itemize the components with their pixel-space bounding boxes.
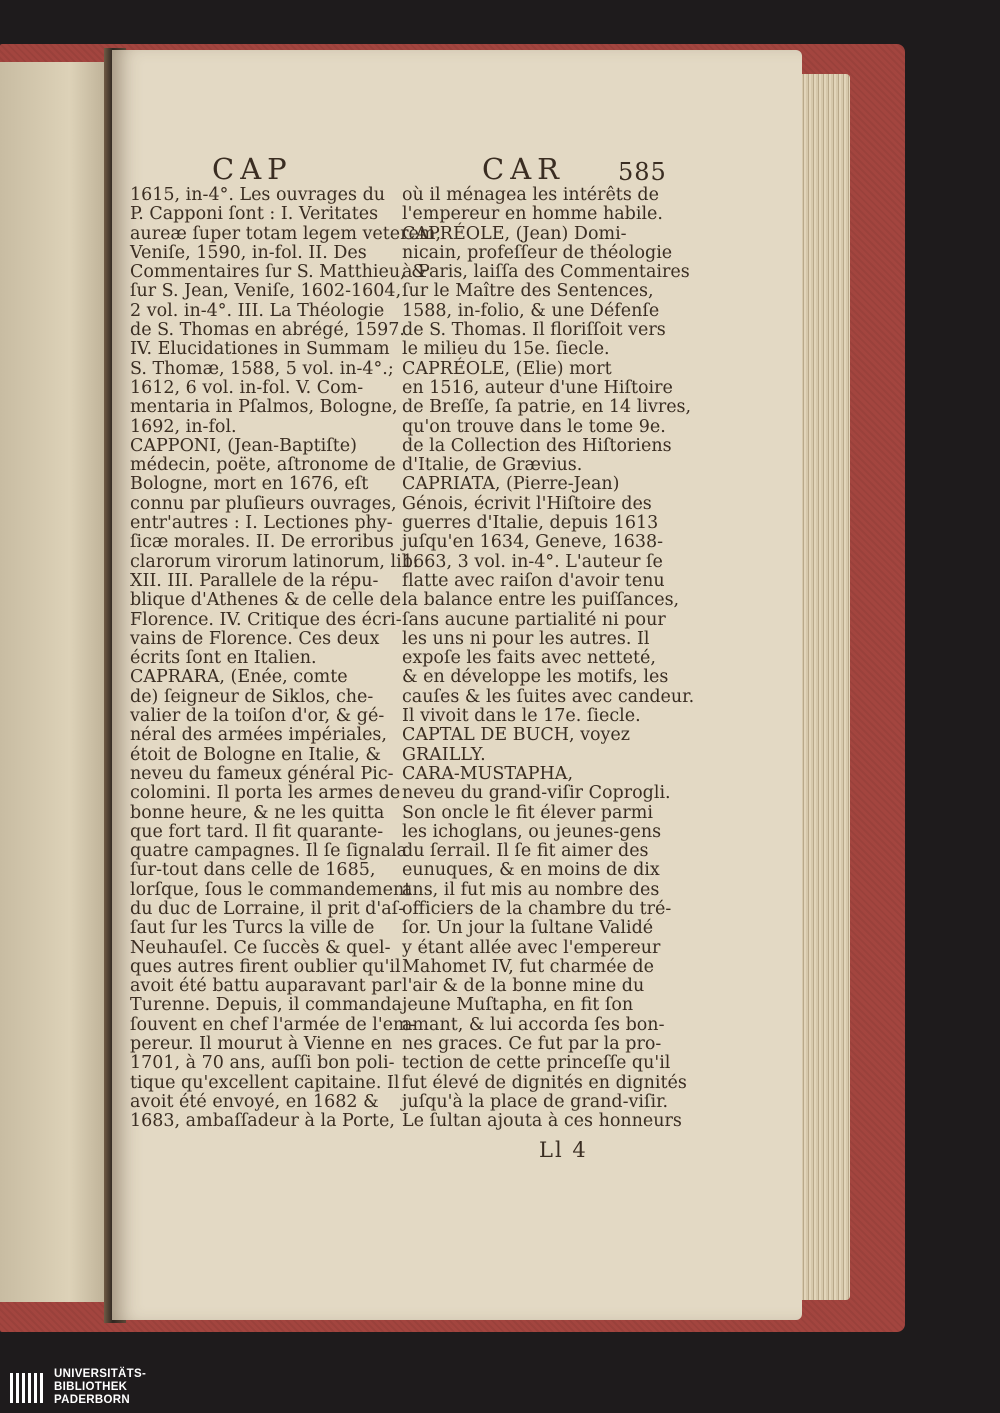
text-line: XII. III. Parallele de la répu-	[130, 570, 379, 591]
text-line: Mahomet IV, fut charmée de	[402, 956, 654, 977]
text-line: fut élevé de dignités en dignités	[402, 1072, 687, 1093]
text-line: colomini. Il porta les armes de	[130, 783, 401, 804]
text-line: ques autres firent oublier qu'il	[130, 956, 401, 977]
text-line: expoſe les faits avec netteté,	[402, 648, 656, 669]
library-logo-text	[54, 1368, 146, 1407]
text-line: de Breſſe, ſa patrie, en 14 livres,	[402, 397, 692, 418]
text-line: Turenne. Depuis, il commanda	[130, 995, 402, 1016]
text-line: du duc de Lorraine, il prit d'aſ-	[130, 898, 405, 919]
text-line: tique qu'excellent capitaine. Il	[130, 1072, 400, 1093]
text-line: flatte avec raiſon d'avoir tenu	[402, 570, 665, 591]
text-line: l'air & de la bonne mine du	[402, 976, 645, 997]
text-line: à Paris, laiſſa des Commentaires	[402, 262, 690, 283]
left-page-edge	[0, 62, 116, 1302]
text-line: Bologne, mort en 1676, eſt	[130, 474, 369, 495]
text-line: l'empereur en homme habile.	[402, 204, 663, 225]
text-line: blique d'Athenes & de celle de	[130, 590, 402, 611]
text-line: Veniſe, 1590, in-fol. II. Des	[130, 242, 367, 263]
text-line: ſur S. Jean, Veniſe, 1602-1604,	[130, 281, 402, 302]
text-line: mentaria in Pſalmos, Bologne,	[130, 397, 398, 418]
page-number: 585	[618, 158, 667, 186]
text-line: 2 vol. in-4°. III. La Théologie	[130, 300, 385, 321]
text-line: GRAILLY.	[402, 744, 486, 765]
running-head-right: CAR	[482, 152, 565, 186]
text-line: ſaut ſur les Turcs la ville de	[130, 918, 375, 939]
text-line: ans, il fut mis au nombre des	[402, 879, 660, 900]
text-line: quatre campagnes. Il ſe ſignala	[130, 841, 408, 862]
text-line: Son oncle le fit élever parmi	[402, 802, 653, 823]
logo-line: UNIVERSITÄTS-	[54, 1368, 147, 1380]
text-line: tection de cette princeſſe qu'il	[402, 1053, 671, 1074]
text-line: de S. Thomas. Il floriſſoit vers	[402, 320, 666, 341]
text-line: Neuhauſel. Ce ſuccès & quel-	[130, 937, 391, 958]
text-line: P. Capponi ſont : I. Veritates	[130, 204, 379, 225]
text-line: de) ſeigneur de Siklos, che-	[130, 686, 374, 707]
text-line: CAPRÉOLE, (Elie) mort	[402, 358, 612, 379]
text-line: Commentaires ſur S. Matthieu, &	[130, 262, 427, 283]
text-line: étoit de Bologne en Italie, &	[130, 744, 381, 765]
running-head-left: CAP	[212, 152, 293, 186]
text-line: ſans aucune partialité ni pour	[402, 609, 666, 630]
text-line: CAPRÉOLE, (Jean) Domi-	[402, 223, 627, 244]
text-line: néral des armées impériales,	[130, 725, 387, 746]
text-line: de la Collection des Hiſtoriens	[402, 435, 672, 456]
text-line: le milieu du 15e. ſiecle.	[402, 339, 610, 360]
text-line: CAPRIATA, (Pierre-Jean)	[402, 474, 620, 495]
text-line: jeune Muſtapha, en fit ſon	[402, 995, 634, 1016]
text-line: ſur-tout dans celle de 1685,	[130, 860, 376, 881]
text-line: CAPTAL DE BUCH, voyez	[402, 725, 630, 746]
library-logo-icon	[8, 1370, 46, 1406]
text-line: neveu du grand-viſir Coprogli.	[402, 783, 671, 804]
text-line: pereur. Il mourut à Vienne en	[130, 1034, 393, 1055]
right-text-column	[402, 185, 695, 1132]
text-line: nes graces. Ce fut par la pro-	[402, 1034, 662, 1055]
left-text-column	[130, 185, 442, 1132]
text-line: vains de Florence. Ces deux	[130, 628, 380, 649]
text-line: où il ménagea les intérêts de	[402, 185, 659, 205]
text-line: neveu du fameux général Pic-	[130, 763, 394, 784]
text-line: connu par pluſieurs ouvrages,	[130, 493, 397, 514]
text-line: valier de la toiſon d'or, & gé-	[130, 706, 385, 727]
text-line: amant, & lui accorda ſes bon-	[402, 1014, 665, 1035]
text-line: aureæ ſuper totam legem veterem,	[130, 223, 442, 244]
text-line: CAPRARA, (Enée, comte	[130, 667, 348, 688]
text-line: cauſes & les ſuites avec candeur.	[402, 686, 695, 707]
text-line: S. Thomæ, 1588, 5 vol. in-4°.;	[130, 358, 394, 379]
text-line: 1663, 3 vol. in-4°. L'auteur ſe	[402, 551, 663, 572]
text-line: les ichoglans, ou jeunes-gens	[402, 821, 662, 842]
text-line: qu'on trouve dans le tome 9e.	[402, 416, 666, 437]
text-line: Florence. IV. Critique des écri-	[130, 609, 402, 630]
text-line: guerres d'Italie, depuis 1613	[402, 513, 659, 534]
text-line: IV. Elucidationes in Summam	[130, 339, 390, 360]
text-line: 1692, in-fol.	[130, 416, 237, 437]
text-line: bonne heure, & ne les quitta	[130, 802, 385, 823]
text-line: nicain, profeſſeur de théologie	[402, 242, 673, 263]
text-line: CAPPONI, (Jean-Baptiſte)	[130, 435, 357, 456]
text-line: que fort tard. Il fit quarante-	[130, 821, 384, 842]
text-line: Génois, écrivit l'Hiſtoire des	[402, 493, 652, 514]
text-line: 1612, 6 vol. in-fol. V. Com-	[130, 377, 364, 398]
text-line: officiers de la chambre du tré-	[402, 898, 672, 919]
text-line: d'Italie, de Grævius.	[402, 455, 583, 476]
text-line: médecin, poëte, aſtronome de	[130, 455, 396, 476]
text-line: ſicæ morales. II. De erroribus	[130, 532, 394, 553]
logo-line: BIBLIOTHEK	[54, 1381, 128, 1393]
text-line: clarorum virorum latinorum, lib.	[130, 551, 419, 572]
text-line: ſor. Un jour la ſultane Validé	[402, 918, 654, 939]
text-line: CARA-MUSTAPHA,	[402, 763, 574, 784]
text-line: eunuques, & en moins de dix	[402, 860, 660, 881]
text-line: juſqu'en 1634, Geneve, 1638-	[402, 532, 664, 553]
text-line: y étant allée avec l'empereur	[402, 937, 661, 958]
text-line: les uns ni pour les autres. Il	[402, 628, 650, 649]
text-line: 1683, ambaſſadeur à la Porte,	[130, 1111, 395, 1132]
text-line: lorſque, ſous le commandement	[130, 879, 412, 900]
text-line: de S. Thomas en abrégé, 1597.	[130, 320, 405, 341]
text-line: du ſerrail. Il ſe fit aimer des	[402, 841, 649, 862]
signature-mark: Ll 4	[539, 1138, 588, 1162]
text-line: & en développe les motifs, les	[402, 667, 669, 688]
text-line: avoit été envoyé, en 1682 &	[130, 1091, 379, 1112]
text-line: 1588, in-folio, & une Défenſe	[402, 300, 660, 321]
text-line: juſqu'à la place de grand-viſir.	[402, 1091, 669, 1112]
text-line: avoit été battu auparavant par	[130, 976, 402, 997]
library-footer	[0, 1364, 1000, 1413]
text-line: en 1516, auteur d'une Hiſtoire	[402, 377, 673, 398]
text-line: Le ſultan ajouta à ces honneurs	[402, 1111, 682, 1132]
text-line: la balance entre les puiſſances,	[402, 590, 680, 611]
text-line: ſur le Maître des Sentences,	[402, 281, 654, 302]
text-line: ſouvent en chef l'armée de l'em-	[130, 1014, 416, 1035]
text-line: écrits ſont en Italien.	[130, 648, 317, 669]
logo-line: PADERBORN	[54, 1394, 130, 1406]
text-line: entr'autres : I. Lectiones phy-	[130, 513, 393, 534]
text-line: 1701, à 70 ans, auſſi bon poli-	[130, 1053, 395, 1074]
text-line: 1615, in-4°. Les ouvrages du	[130, 185, 386, 205]
text-line: Il vivoit dans le 17e. ſiecle.	[402, 706, 641, 727]
